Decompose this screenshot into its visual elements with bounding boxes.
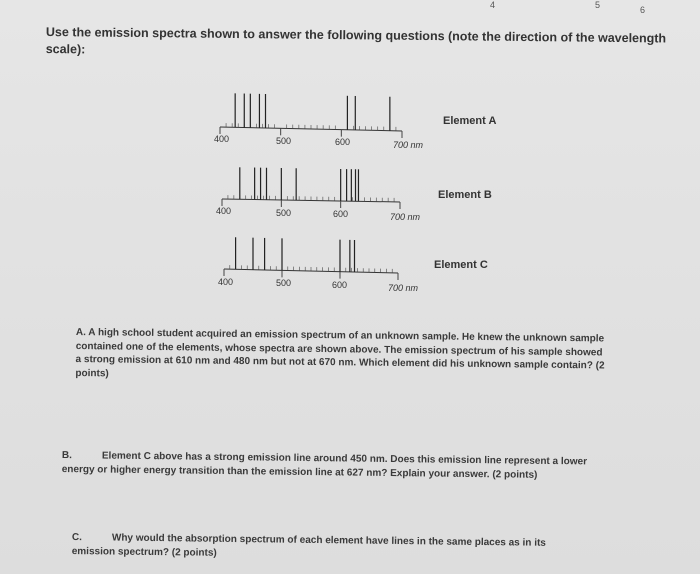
- tick-label: 600: [333, 209, 349, 219]
- question-b: [62, 449, 610, 483]
- ruler-mark: 4: [490, 0, 496, 10]
- question-letter: C.: [71, 531, 82, 544]
- tick-label: 400: [214, 134, 230, 144]
- tick-label: 400: [216, 206, 232, 216]
- tick-label: 600: [332, 280, 348, 290]
- question-letter: A.: [75, 326, 86, 339]
- element-a-label: Element A: [443, 115, 497, 127]
- tick-label: 600: [335, 137, 351, 147]
- element-c-label: Element C: [434, 259, 488, 271]
- question-text: Element C above has a strong emission line around 450 nm. Does this emission line represent a lower energy or higher energy transition than the emission line at 627 nm? Explain your answer. (2 points): [61, 450, 588, 481]
- tick-label: 500: [276, 208, 292, 218]
- ruler-mark: 6: [640, 5, 646, 15]
- tick-label: 700 nm: [393, 140, 424, 150]
- spectrum-lines: [224, 237, 398, 280]
- spectrum-axis: [224, 269, 398, 273]
- question-text: Why would the absorption spectrum of each element have lines in the same places as in its emission spectrum? (2 points): [71, 532, 546, 559]
- element-b-label: Element B: [438, 189, 492, 201]
- instructions-heading: Use the emission spectra shown to answer the following questions (note the direction of the wavelength scale):: [45, 24, 667, 57]
- question-letter: B.: [61, 449, 72, 462]
- tick-label: 700 nm: [390, 212, 421, 222]
- tick-label: 500: [276, 136, 292, 146]
- question-text: A high school student acquired an emission spectrum of an unknown sample. He knew the unknown sample contained one of the elements, whose spectra are shown above. The emission spectrum of his sample showed a strong emission at 610 nm and 480 nm but not at 670 nm. Which element did his unknown sample contain? (2 points): [75, 327, 605, 379]
- page-ruler: [300, 0, 700, 14]
- spectrum-lines: [222, 167, 400, 209]
- spectrum-axis: [222, 199, 400, 202]
- ruler-mark: 5: [595, 0, 601, 10]
- question-a: [75, 326, 606, 386]
- tick-label: 700 nm: [388, 283, 419, 293]
- spectrum-axis: [220, 127, 402, 131]
- tick-label: 500: [276, 278, 292, 288]
- question-c: [72, 531, 582, 564]
- tick-label: 400: [218, 277, 234, 287]
- spectrum-lines: [220, 93, 402, 138]
